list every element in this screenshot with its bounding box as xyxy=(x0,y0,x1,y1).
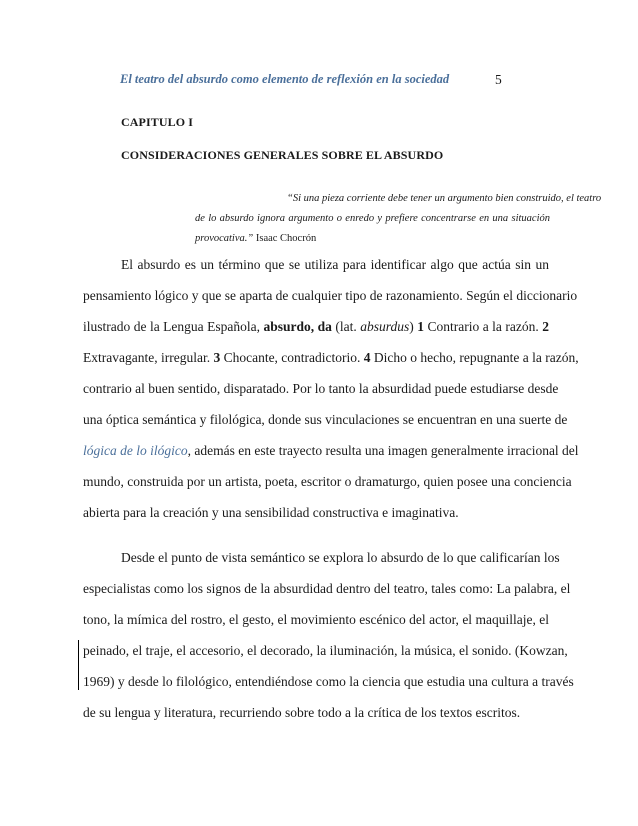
latin-term: absurdus xyxy=(360,319,410,334)
paragraph-line: una óptica semántica y filológica, donde sus vinculaciones se encuentran en una suerte de xyxy=(83,412,568,427)
epigraph-text: “Si una pieza corriente debe tener un argumento bien construido, el teatro xyxy=(287,193,602,204)
running-header xyxy=(120,72,520,92)
paragraph-line: tono, la mímica del rostro, el gesto, el movimiento escénico del actor, el maquillaje, el xyxy=(83,612,549,627)
definition-number: 2 xyxy=(542,319,549,334)
page-number: 5 xyxy=(495,72,502,87)
definition-number: 1 xyxy=(417,319,424,334)
text-run: ) xyxy=(409,319,418,334)
epigraph-text: provocativa.” xyxy=(195,233,254,244)
epigraph-author: Isaac Chocrón xyxy=(253,233,317,244)
definition-number: 4 xyxy=(363,350,371,365)
highlighted-phrase: lógica de lo ilógico xyxy=(83,443,188,458)
section-heading: CONSIDERACIONES GENERALES SOBRE EL ABSURDO xyxy=(121,148,444,162)
paragraph-line: mundo, construida por un artista, poeta, escritor o dramaturgo, quien posee una conciencia xyxy=(83,474,572,489)
paragraph-line xyxy=(83,442,579,473)
paragraph-line: Desde el punto de vista semántico se explora lo absurdo de lo que calificarían los xyxy=(121,550,560,565)
body-paragraph-1 xyxy=(83,256,579,535)
paragraph-line: peinado, el traje, el accesorio, el decorado, la iluminación, la música, el sonido. (Kowzan, xyxy=(83,643,568,658)
epigraph-line xyxy=(195,189,602,209)
text-run: (lat. xyxy=(331,319,361,334)
chapter-heading: CAPITULO I xyxy=(121,115,194,129)
paragraph-line: de su lengua y literatura, recurriendo sobre todo a la crítica de los textos escritos. xyxy=(83,705,521,720)
dictionary-entry: absurdo, da xyxy=(263,319,332,334)
text-run: Contrario a la razón. xyxy=(423,319,543,334)
revision-change-bar xyxy=(78,640,79,690)
paragraph-line: 1969) y desde lo filológico, entendiéndose como la ciencia que estudia una cultura a través xyxy=(83,674,574,689)
epigraph-quote xyxy=(195,189,602,249)
epigraph-line xyxy=(195,209,550,229)
epigraph-line xyxy=(195,229,550,249)
text-run: Extravagante, irregular. xyxy=(83,350,214,365)
running-title: El teatro del absurdo como elemento de reflexión en la sociedad xyxy=(120,72,450,86)
text-run: Dicho o hecho, repugnante a la razón, xyxy=(370,350,579,365)
paragraph-line: pensamiento lógico y que se aparta de cualquier tipo de razonamiento. Según el diccionario xyxy=(83,288,578,303)
paragraph-line: abierta para la creación y una sensibilidad constructiva e imaginativa. xyxy=(83,505,459,520)
text-run: , además en este trayecto resulta una imagen generalmente irracional del xyxy=(187,443,579,458)
paragraph-line: contrario al buen sentido, disparatado. Por lo tanto la absurdidad puede estudiarse desde xyxy=(83,381,559,396)
paragraph-line: especialistas como los signos de la absurdidad dentro del teatro, tales como: La palabra, el xyxy=(83,581,571,596)
definition-number: 3 xyxy=(213,350,221,365)
body-paragraph-2 xyxy=(83,549,574,735)
paragraph-line xyxy=(83,318,549,349)
text-run: Chocante, contradictorio. xyxy=(220,350,364,365)
paragraph-line xyxy=(83,349,579,380)
text-run: ilustrado de la Lengua Española, xyxy=(83,319,264,334)
paragraph-line: El absurdo es un término que se utiliza para identificar algo que actúa sin un xyxy=(121,257,549,272)
epigraph-text: de lo absurdo ignora argumento o enredo y prefiere concentrarse en una situación xyxy=(195,213,550,224)
